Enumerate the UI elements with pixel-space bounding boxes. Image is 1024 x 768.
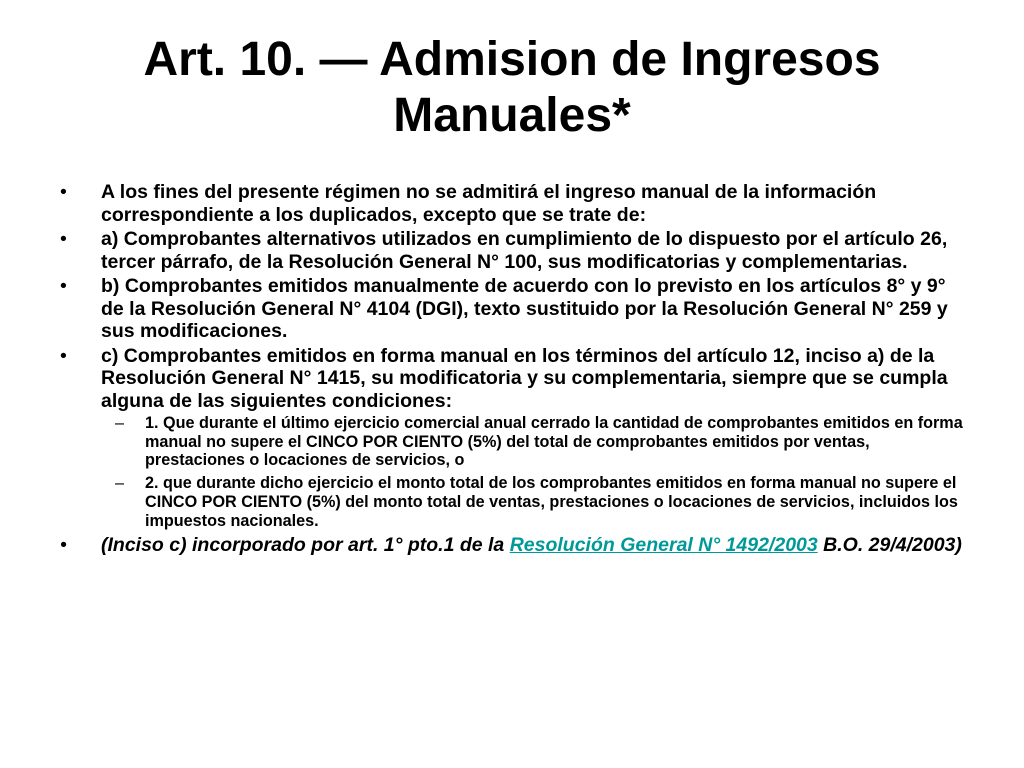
bullet-marker: • — [60, 181, 67, 203]
bullet-text: A los fines del presente régimen no se admitirá el ingreso manual de la información correspondiente a los duplicados, excepto que se trate de: — [101, 181, 877, 226]
bullet-marker: • — [60, 344, 67, 367]
sub-list — [101, 414, 970, 530]
bullet-item-a — [58, 228, 970, 273]
bullet-text: a) Comprobantes alternativos utilizados en cumplimiento de lo dispuesto por el artículo 26, tercer párrafo, de la Resolución General N° 100, sus modificatorias y complementarias. — [101, 228, 948, 273]
resolution-link[interactable]: Resolución General N° 1492/2003 — [509, 534, 818, 557]
sub-marker: – — [115, 414, 125, 432]
bullet-item-c — [58, 345, 970, 531]
bullet-marker: • — [60, 228, 67, 250]
slide-title: Art. 10. — Admision de Ingresos Manuales* — [143, 33, 881, 142]
sub-item-text: 2. que durante dicho ejercicio el monto total de los comprobantes emitidos en forma manual no supere el CINCO POR CIENTO (5%) del monto total de ventas, prestaciones o locaciones de servicios, incluidos los impuestos nacionales. — [145, 474, 958, 530]
bullet-text: b) Comprobantes emitidos manualmente de acuerdo con lo previsto en los artículos 8° y 9° de la Resolución General N° 4104 (DGI), texto sustituido por la Resolución General N° 259 y sus modificaciones. — [101, 275, 948, 342]
bullet-text: c) Comprobantes emitidos en forma manual en los términos del artículo 12, inciso a) de la Resolución General N° 1415, su modificatoria y su complementaria, siempre que se cumpla alguna de las siguientes condiciones: — [101, 344, 948, 412]
sub-item-2 — [101, 474, 970, 530]
sub-item-text: 1. Que durante el último ejercicio comercial anual cerrado la cantidad de comprobantes emitidos en forma manual no supere el CINCO POR CIENTO (5%) del total de comprobantes emitidos por ventas, prestaciones o locaciones de servicios, o — [145, 414, 963, 470]
bullet-item-note — [58, 534, 970, 557]
bullet-marker: • — [60, 534, 67, 557]
bullet-marker: • — [60, 275, 67, 297]
bullet-list — [58, 181, 970, 559]
note-suffix: B.O. 29/4/2003) — [817, 534, 962, 557]
sub-marker: – — [115, 474, 125, 493]
sub-item-1 — [101, 414, 970, 470]
note-prefix: (Inciso c) incorporado por art. 1° pto.1 de la — [101, 534, 510, 557]
bullet-item-intro — [58, 181, 970, 226]
bullet-item-b — [58, 275, 970, 343]
